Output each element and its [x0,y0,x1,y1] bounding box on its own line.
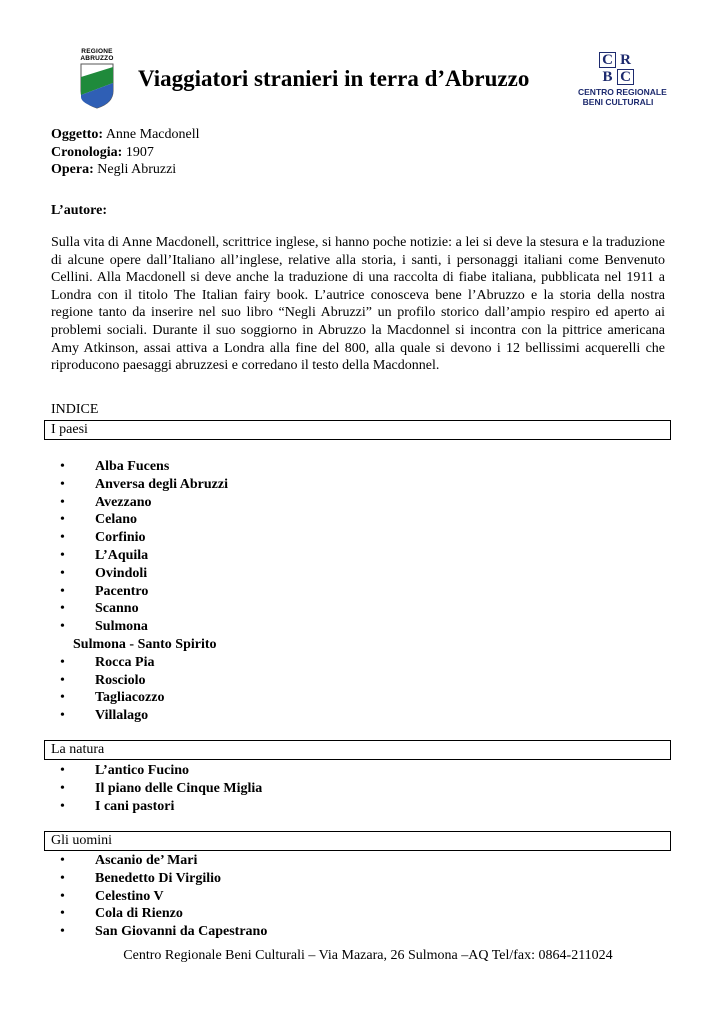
page-footer: Centro Regionale Beni Culturali – Via Mazara, 26 Sulmona –AQ Tel/fax: 0864-211024 [123,948,613,963]
section-header-paesi: I paesi [44,420,671,440]
bullet-icon: • [60,672,65,688]
crbc-letter: C [599,52,616,68]
bullet-icon: • [60,924,65,940]
index-item [60,672,228,690]
index-item [60,905,267,923]
bullet-icon: • [60,654,65,670]
crbc-letter: B [602,68,613,85]
index-heading: INDICE [51,402,99,417]
crbc-monogram [599,52,634,85]
index-item-label: L’antico Fucino [95,763,189,778]
bullet-icon: • [60,708,65,724]
list-natura [60,762,262,815]
bullet-icon: • [60,565,65,581]
bullet-icon: • [60,853,65,868]
index-item [60,529,228,547]
index-item-label: Pacentro [95,583,149,599]
bullet-icon: • [60,512,65,528]
index-item-label: Corfinio [95,530,146,546]
bullet-icon: • [60,494,65,510]
index-item-label: Celano [95,512,137,528]
crbc-text-line2: BENI CULTURALI [582,97,654,107]
bullet-icon: • [60,601,65,617]
meta-label: Cronologia: [51,144,123,160]
bullet-icon: • [60,476,65,492]
meta-value: Negli Abruzzi [93,162,177,177]
bullet-icon: • [60,530,65,546]
index-item [60,852,267,870]
index-item-label: Sulmona [95,619,148,635]
section-header-uomini: Gli uomini [44,831,671,851]
index-item [60,707,228,725]
bullet-icon: • [60,798,65,814]
index-item-label: Rosciolo [95,672,146,688]
index-item [60,583,228,601]
meta-label: Oggetto: [51,127,104,142]
index-item-label: Rocca Pia [95,654,155,670]
author-bio: Sulla vita di Anne Macdonell, scrittrice inglese, si hanno poche notizie: a lei si deve la stesura e la traduzione di alcune opere dall’Italiano all’inglese, relative alla storia, i santi, i personaggi italiani come Benvenuto Cellini. Alla Macdonell si deve anche la traduzione di una raccolta di fiabe italiana, pubblicata nel 1911 a Londra con il titolo The Italian fairy book. L’autrice conosceva bene l’Abruzzo e la storia della nostra regione tanto da inserire nel suo libro “Negli Abruzzi” un profilo storico dall’ampio respiro ed aperto ai problemi sociali. Durante il suo soggiorno in Abruzzo la Macdonnel si incontra con la pittrice americana Amy Atkinson, assai attiva a Londra alla fine del 800, alla quale si devono i 12 bellissimi acquerelli che riproducono paesaggi abruzzesi e corredano il testo della Macdonnel. [51,235,665,374]
meta-opera [51,161,200,179]
bullet-icon: • [60,547,65,563]
meta-value: Anne Macdonell [103,127,200,142]
index-item-label: Cola di Rienzo [95,906,183,922]
index-item [60,870,267,888]
index-item-label: Tagliacozzo [95,690,165,706]
crbc-letter: C [617,69,634,85]
crbc-letter: R [620,51,631,68]
index-item-label: Scanno [95,601,139,617]
page-title: Viaggiatori stranieri in terra d’Abruzzo [138,66,530,91]
index-item-label: Ovindoli [95,565,148,581]
index-item [60,494,228,512]
bullet-icon: • [60,459,65,474]
index-item-label: I cani pastori [95,798,175,814]
index-item [60,511,228,529]
author-heading: L’autore: [51,203,107,218]
index-item-label: Anversa degli Abruzzi [95,476,228,492]
index-item-label: Ascanio de’ Mari [95,853,198,868]
index-item-label: Benedetto Di Virgilio [95,870,221,886]
meta-cronologia [51,144,200,162]
index-item [60,547,228,565]
logo-text-regione: REGIONE [81,48,113,55]
index-item [60,798,262,816]
index-item [60,923,267,941]
bullet-icon: • [60,780,65,796]
bullet-icon: • [60,870,65,886]
index-item [60,654,228,672]
crbc-text-line1: CENTRO REGIONALE [578,87,667,97]
logo-text-abruzzo: ABRUZZO [80,55,114,62]
index-item-label: San Giovanni da Capestrano [95,924,268,940]
index-item [60,636,228,654]
index-item-label: Alba Fucens [95,459,170,474]
list-uomini [60,852,267,941]
index-item [60,600,228,618]
index-item [60,689,228,707]
bullet-icon: • [60,906,65,922]
index-item-label: Avezzano [95,494,152,510]
bullet-icon: • [60,763,65,778]
section-header-natura: La natura [44,740,671,760]
document-meta [51,126,200,179]
bullet-icon: • [60,888,65,904]
meta-oggetto [51,126,200,144]
index-item-label: Villalago [95,708,149,724]
bullet-icon: • [60,619,65,635]
bullet-icon: • [60,583,65,599]
shield-icon [80,63,114,109]
index-item [60,762,262,780]
meta-value: 1907 [122,144,154,160]
index-item [60,618,228,636]
index-item-label: Celestino V [95,888,164,904]
regione-abruzzo-logo [76,48,118,106]
index-item [60,780,262,798]
index-item-label: Il piano delle Cinque Miglia [95,780,263,796]
crbc-logo [578,51,667,110]
index-item [60,476,228,494]
list-paesi [60,458,228,725]
index-item [60,888,267,906]
meta-label: Opera: [51,162,94,177]
bullet-icon: • [60,690,65,706]
index-item-label: L’Aquila [95,547,149,563]
index-item [60,458,228,476]
index-item-label: Sulmona - Santo Spirito [73,636,217,652]
index-item [60,565,228,583]
